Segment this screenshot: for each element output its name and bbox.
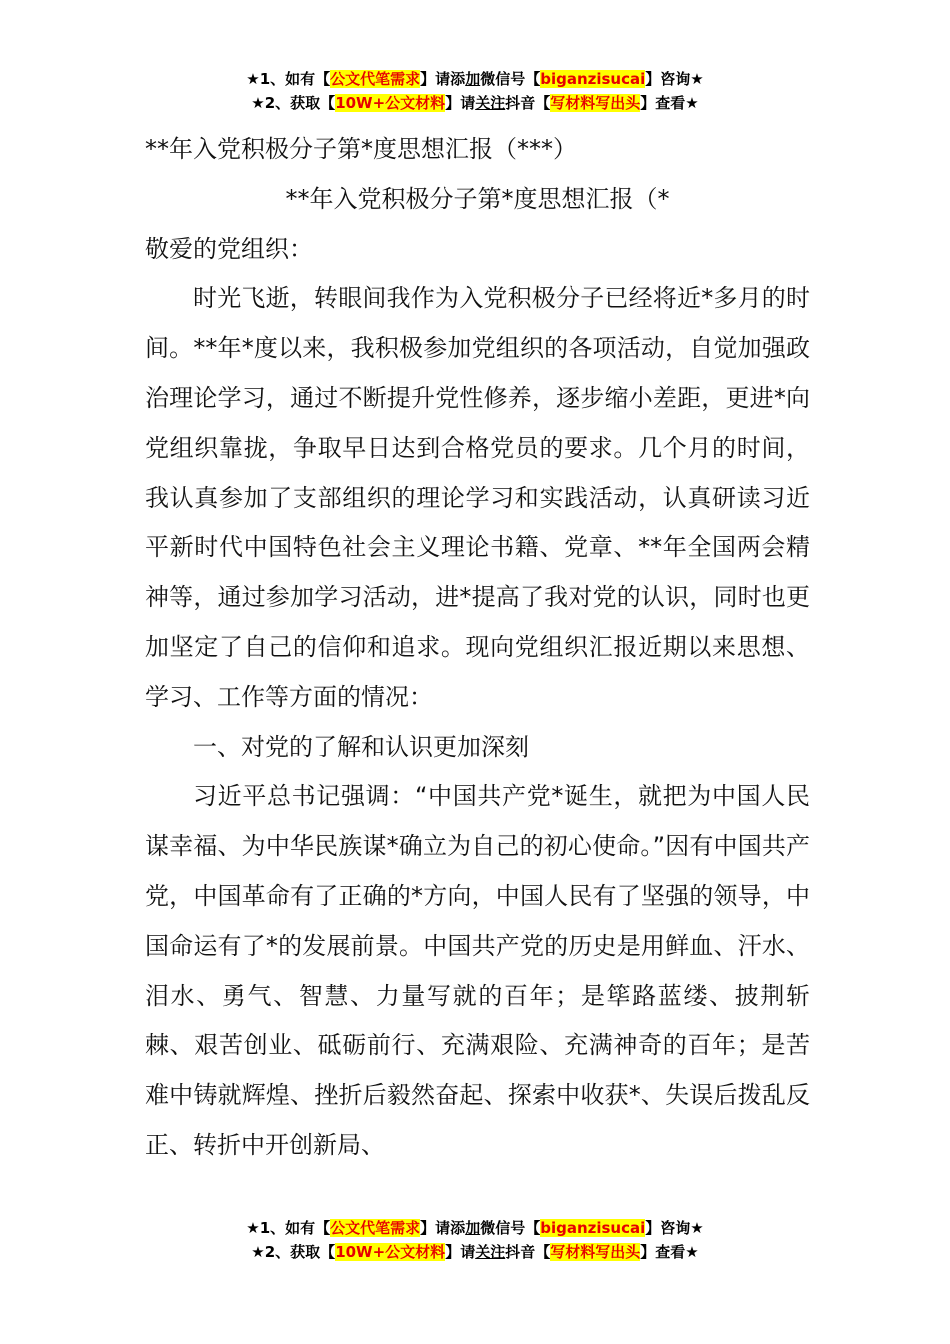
- salutation: 敬爱的党组织：: [145, 234, 313, 263]
- paragraph: 习近平总书记强调：“中国共产党*诞生，就把为中国人民谋幸福、为中华民族谋*确立为自己的初心使命。”因有中国共产党，中国革命有了正确的*方向，中国人民有了坚强的领导，中国命运有了*的发展前景。中国共产党的历史是用鲜血、汗水、泪水、勇气、智慧、力量写就的百年；是筚路蓝缕、披荆斩棘、艰苦创业、砥砺前行、充满艰险、充满神奇的百年；是苦难中铸就辉煌、挫折后毅然奋起、探索中收获*、失误后拨乱反正、转折中开创新局、: [145, 782, 810, 1159]
- promo-line-2: ★2、获取【10W+公文材料】请关注抖音【写材料写出头】查看★: [251, 94, 699, 112]
- promo-line-2: ★2、获取【10W+公文材料】请关注抖音【写材料写出头】查看★: [251, 1243, 699, 1261]
- highlight-materials: 10W+公文材料: [335, 94, 446, 112]
- highlight-service: 公文代笔需求: [330, 70, 421, 88]
- highlight-douyin-account: 写材料写出头: [550, 94, 641, 112]
- highlight-douyin-account: 写材料写出头: [550, 1243, 641, 1261]
- highlight-service: 公文代笔需求: [330, 1219, 421, 1237]
- paragraph: 时光飞逝，转眼间我作为入党积极分子已经将近*多月的时间。**年*度以来，我积极参加党组织的各项活动，自觉加强政治理论学习，通过不断提升党性修养，逐步缩小差距，更进*向党组织靠拢，争取早日达到合格党员的要求。几个月的时间，我认真参加了支部组织的理论学习和实践活动，认真研读习近平新时代中国特色社会主义理论书籍、党章、**年全国两会精神等，通过参加学习活动，进*提高了我对党的认识，同时也更加坚定了自己的信仰和追求。现向党组织汇报近期以来思想、学习、工作等方面的情况：: [145, 284, 810, 711]
- document-subtitle: **年入党积极分子第*度思想汇报（*: [285, 184, 670, 213]
- section-heading: 一、对党的了解和认识更加深刻: [193, 732, 529, 761]
- promo-line-1: ★1、如有【公文代笔需求】请添加微信号【biganzisucai】咨询★: [246, 1219, 704, 1237]
- highlight-materials: 10W+公文材料: [335, 1243, 446, 1261]
- document-body: [145, 125, 810, 1171]
- promo-banner-top: [0, 67, 950, 115]
- promo-banner-bottom: [0, 1216, 950, 1264]
- highlight-wechat-id: biganzisucai: [540, 1219, 646, 1237]
- promo-line-1: ★1、如有【公文代笔需求】请添加微信号【biganzisucai】咨询★: [246, 70, 704, 88]
- highlight-wechat-id: biganzisucai: [540, 70, 646, 88]
- document-title: **年入党积极分子第*度思想汇报（***）: [145, 135, 577, 163]
